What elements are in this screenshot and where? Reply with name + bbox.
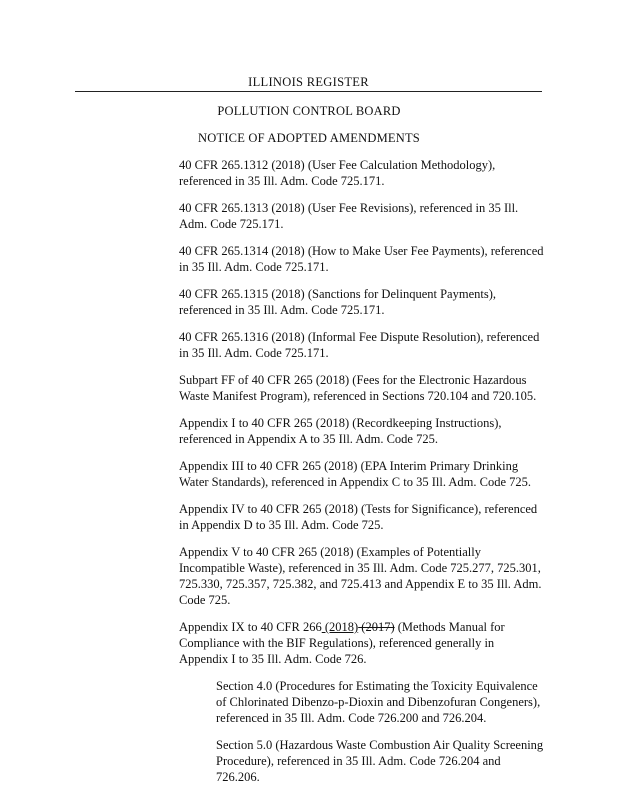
list-item: 40 CFR 265.1312 (2018) (User Fee Calculation Methodology), referenced in 35 Ill. Adm. Code 725.171. <box>179 158 496 188</box>
list-item: 40 CFR 265.1315 (2018) (Sanctions for Delinquent Payments), referenced in 35 Ill. Adm. Code 725.171. <box>179 287 496 317</box>
list-item: 40 CFR 265.1313 (2018) (User Fee Revisions), referenced in 35 Ill. Adm. Code 725.171. <box>179 201 519 231</box>
list-item: Appendix I to 40 CFR 265 (2018) (Recordkeeping Instructions), referenced in Appendix A to 35 Ill. Adm. Code 725. <box>179 416 502 446</box>
list-item: Subpart FF of 40 CFR 265 (2018) (Fees for the Electronic Hazardous Waste Manifest Program), referenced in Sections 720.104 and 720.105. <box>179 373 537 403</box>
appendix-ix-entry <box>179 619 544 667</box>
agency-title: POLLUTION CONTROL BOARD <box>217 104 401 118</box>
removed-text: (2017) <box>358 620 395 634</box>
incorporation-list <box>179 157 544 796</box>
list-item: 40 CFR 265.1316 (2018) (Informal Fee Dispute Resolution), referenced in 35 Ill. Adm. Code 725.171. <box>179 330 540 360</box>
list-item: Section 4.0 (Procedures for Estimating the Toxicity Equivalence of Chlorinated Dibenzo-p-Dioxin and Dibenzofuran Congeners), referenced in 35 Ill. Adm. Code 726.200 and 726.204. <box>216 679 541 725</box>
list-item: Appendix III to 40 CFR 265 (2018) (EPA Interim Primary Drinking Water Standards), referenced in Appendix C to 35 Ill. Adm. Code 725. <box>179 459 532 489</box>
list-item: Appendix V to 40 CFR 265 (2018) (Examples of Potentially Incompatible Waste), referenced in 35 Ill. Adm. Code 725.277, 725.301, 725.330, 725.357, 725.382, and 725.413 and Appendix E to 35 Ill. Adm. Code 725. <box>179 545 542 607</box>
added-text: (2018) <box>321 620 359 634</box>
notice-title: NOTICE OF ADOPTED AMENDMENTS <box>198 131 420 145</box>
appendix-ix-suffix: (Methods Manual for Compliance with the BIF Regulations), referenced generally in Appendix I to 35 Ill. Adm. Code 726. <box>179 620 505 666</box>
list-item: Section 5.0 (Hazardous Waste Combustion Air Quality Screening Procedure), referenced in 35 Ill. Adm. Code 726.204 and 726.206. <box>216 738 544 784</box>
list-item: 40 CFR 265.1314 (2018) (How to Make User Fee Payments), referenced in 35 Ill. Adm. Code 725.171. <box>179 244 544 274</box>
register-header: ILLINOIS REGISTER <box>75 74 542 92</box>
list-item: Appendix IV to 40 CFR 265 (2018) (Tests for Significance), referenced in Appendix D to 35 Ill. Adm. Code 725. <box>179 502 538 532</box>
appendix-ix-prefix: Appendix IX to 40 CFR 266 <box>179 620 322 634</box>
